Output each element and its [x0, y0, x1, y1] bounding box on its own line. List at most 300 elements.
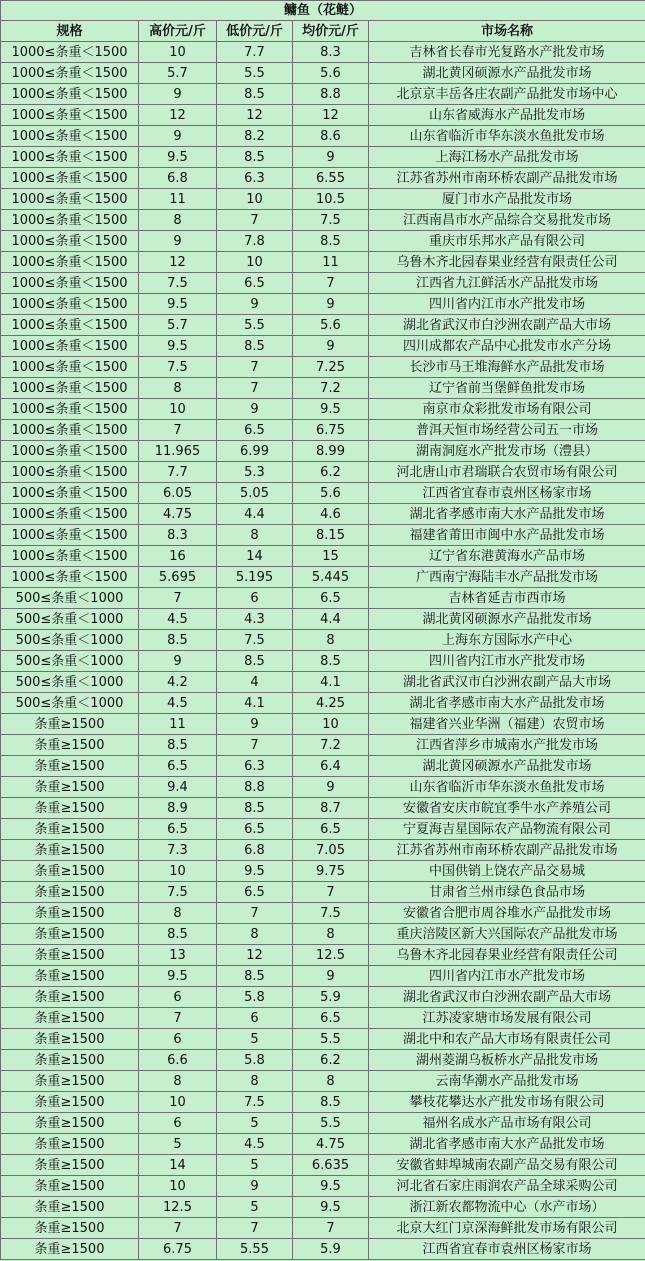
cell-spec: 500≤条重＜1000 [1, 693, 139, 714]
cell-high-price: 9.4 [139, 777, 217, 798]
table-row [1, 231, 645, 252]
table-row [1, 672, 645, 693]
header-market-name: 市场名称 [369, 21, 645, 42]
cell-avg-price: 7.2 [293, 735, 369, 756]
cell-spec: 条重≥1500 [1, 1134, 139, 1155]
cell-avg-price: 4.6 [293, 504, 369, 525]
cell-spec: 1000≤条重＜1500 [1, 315, 139, 336]
cell-avg-price: 9 [293, 336, 369, 357]
cell-market-name: 湖北黄冈硕源水产品批发市场 [369, 63, 645, 84]
table-row [1, 1050, 645, 1071]
cell-avg-price: 9.5 [293, 1176, 369, 1197]
cell-market-name: 北京京丰岳各庄农副产品批发市场中心 [369, 84, 645, 105]
cell-avg-price: 8.8 [293, 84, 369, 105]
cell-high-price: 9 [139, 84, 217, 105]
cell-low-price: 8.8 [217, 777, 293, 798]
cell-avg-price: 7.2 [293, 378, 369, 399]
table-row [1, 168, 645, 189]
cell-high-price: 6.05 [139, 483, 217, 504]
cell-spec: 1000≤条重＜1500 [1, 441, 139, 462]
cell-market-name: 重庆市乐邦水产品有限公司 [369, 231, 645, 252]
cell-avg-price: 8.6 [293, 126, 369, 147]
cell-high-price: 7.5 [139, 882, 217, 903]
cell-spec: 1000≤条重＜1500 [1, 357, 139, 378]
cell-spec: 条重≥1500 [1, 1218, 139, 1239]
cell-avg-price: 7.5 [293, 210, 369, 231]
cell-low-price: 12 [217, 105, 293, 126]
table-row [1, 693, 645, 714]
cell-avg-price: 4.75 [293, 1134, 369, 1155]
table-row [1, 294, 645, 315]
table-row [1, 147, 645, 168]
cell-market-name: 安徽省蚌埠城南农副产品交易有限公司 [369, 1155, 645, 1176]
cell-low-price: 14 [217, 546, 293, 567]
table-row [1, 126, 645, 147]
cell-market-name: 上海江杨水产品批发市场 [369, 147, 645, 168]
table-row [1, 882, 645, 903]
cell-spec: 1000≤条重＜1500 [1, 273, 139, 294]
cell-avg-price: 9 [293, 294, 369, 315]
cell-low-price: 6.3 [217, 168, 293, 189]
cell-market-name: 甘肃省兰州市绿色食品市场 [369, 882, 645, 903]
cell-market-name: 吉林省长春市光复路水产批发市场 [369, 42, 645, 63]
cell-high-price: 16 [139, 546, 217, 567]
cell-low-price: 5.195 [217, 567, 293, 588]
cell-low-price: 10 [217, 189, 293, 210]
cell-high-price: 6.5 [139, 819, 217, 840]
table-row [1, 903, 645, 924]
cell-avg-price: 7 [293, 273, 369, 294]
cell-low-price: 4 [217, 672, 293, 693]
cell-spec: 500≤条重＜1000 [1, 588, 139, 609]
cell-avg-price: 4.4 [293, 609, 369, 630]
cell-high-price: 7 [139, 420, 217, 441]
cell-high-price: 6.6 [139, 1050, 217, 1071]
cell-market-name: 湖北省武汉市白沙洲农副产品大市场 [369, 987, 645, 1008]
cell-market-name: 四川省内江市水产批发市场 [369, 651, 645, 672]
cell-avg-price: 10.5 [293, 189, 369, 210]
cell-low-price: 5.55 [217, 1239, 293, 1260]
cell-avg-price: 6.2 [293, 1050, 369, 1071]
cell-avg-price: 5.5 [293, 1113, 369, 1134]
cell-spec: 1000≤条重＜1500 [1, 294, 139, 315]
cell-high-price: 8 [139, 1071, 217, 1092]
table-row [1, 1029, 645, 1050]
table-row [1, 504, 645, 525]
cell-low-price: 9 [217, 294, 293, 315]
cell-low-price: 5.8 [217, 1050, 293, 1071]
cell-market-name: 湖北省武汉市白沙洲农副产品大市场 [369, 672, 645, 693]
cell-avg-price: 5.6 [293, 63, 369, 84]
cell-market-name: 宁夏海吉星国际农产品物流有限公司 [369, 819, 645, 840]
cell-market-name: 辽宁省东港黄海水产品市场 [369, 546, 645, 567]
cell-market-name: 江西省九江鲜活水产品批发市场 [369, 273, 645, 294]
cell-avg-price: 12 [293, 105, 369, 126]
cell-market-name: 湖北黄冈硕源水产品批发市场 [369, 756, 645, 777]
cell-high-price: 9 [139, 231, 217, 252]
cell-low-price: 6.5 [217, 819, 293, 840]
table-row [1, 588, 645, 609]
cell-high-price: 13 [139, 945, 217, 966]
cell-spec: 1000≤条重＜1500 [1, 126, 139, 147]
cell-market-name: 吉林省延吉市西市场 [369, 588, 645, 609]
cell-spec: 1000≤条重＜1500 [1, 336, 139, 357]
cell-market-name: 湖北黄冈硕源水产品批发市场 [369, 609, 645, 630]
table-row [1, 630, 645, 651]
table-row [1, 483, 645, 504]
cell-spec: 条重≥1500 [1, 840, 139, 861]
cell-market-name: 山东省临沂市华东淡水鱼批发市场 [369, 777, 645, 798]
cell-spec: 条重≥1500 [1, 924, 139, 945]
cell-spec: 条重≥1500 [1, 945, 139, 966]
cell-avg-price: 8.15 [293, 525, 369, 546]
cell-market-name: 河北省石家庄雨润农产品全球采购公司 [369, 1176, 645, 1197]
cell-market-name: 湖北省孝感市南大水产品批发市场 [369, 504, 645, 525]
cell-low-price: 8 [217, 1071, 293, 1092]
cell-high-price: 6 [139, 987, 217, 1008]
cell-high-price: 4.75 [139, 504, 217, 525]
table-row [1, 189, 645, 210]
table-row [1, 714, 645, 735]
cell-high-price: 14 [139, 1155, 217, 1176]
cell-low-price: 7 [217, 903, 293, 924]
table-row [1, 1113, 645, 1134]
cell-low-price: 7.5 [217, 630, 293, 651]
cell-market-name: 浙江新农都物流中心（水产市场） [369, 1197, 645, 1218]
cell-spec: 条重≥1500 [1, 1008, 139, 1029]
cell-market-name: 四川省内江市水产批发市场 [369, 294, 645, 315]
cell-spec: 条重≥1500 [1, 861, 139, 882]
cell-high-price: 7.5 [139, 357, 217, 378]
cell-high-price: 8.9 [139, 798, 217, 819]
cell-avg-price: 9 [293, 147, 369, 168]
cell-spec: 1000≤条重＜1500 [1, 462, 139, 483]
cell-high-price: 8 [139, 903, 217, 924]
cell-spec: 条重≥1500 [1, 1113, 139, 1134]
cell-high-price: 11.965 [139, 441, 217, 462]
cell-spec: 1000≤条重＜1500 [1, 231, 139, 252]
cell-avg-price: 12.5 [293, 945, 369, 966]
header-spec: 规格 [1, 21, 139, 42]
cell-high-price: 10 [139, 1092, 217, 1113]
cell-avg-price: 8 [293, 1071, 369, 1092]
cell-avg-price: 7.25 [293, 357, 369, 378]
cell-avg-price: 6.5 [293, 588, 369, 609]
cell-low-price: 9.5 [217, 861, 293, 882]
cell-high-price: 10 [139, 42, 217, 63]
table-row [1, 651, 645, 672]
cell-high-price: 9 [139, 126, 217, 147]
cell-spec: 1000≤条重＜1500 [1, 399, 139, 420]
cell-high-price: 8 [139, 378, 217, 399]
table-row [1, 987, 645, 1008]
cell-low-price: 6.5 [217, 420, 293, 441]
table-row [1, 819, 645, 840]
cell-low-price: 6.5 [217, 882, 293, 903]
cell-low-price: 8.5 [217, 966, 293, 987]
table-row [1, 567, 645, 588]
cell-spec: 1000≤条重＜1500 [1, 567, 139, 588]
cell-high-price: 9.5 [139, 336, 217, 357]
cell-avg-price: 5.6 [293, 483, 369, 504]
cell-low-price: 7 [217, 735, 293, 756]
cell-market-name: 长沙市马王堆海鲜水产品批发市场 [369, 357, 645, 378]
cell-low-price: 5 [217, 1197, 293, 1218]
cell-market-name: 湖北中和农产品大市场有限责任公司 [369, 1029, 645, 1050]
cell-spec: 条重≥1500 [1, 987, 139, 1008]
cell-high-price: 5 [139, 1134, 217, 1155]
cell-spec: 1000≤条重＜1500 [1, 504, 139, 525]
table-row [1, 420, 645, 441]
cell-avg-price: 8.7 [293, 798, 369, 819]
table-row [1, 735, 645, 756]
cell-avg-price: 8.99 [293, 441, 369, 462]
table-row [1, 1008, 645, 1029]
table-row [1, 1218, 645, 1239]
cell-avg-price: 5.9 [293, 1239, 369, 1260]
cell-low-price: 6.99 [217, 441, 293, 462]
cell-market-name: 福建省莆田市闽中水产品批发市场 [369, 525, 645, 546]
cell-high-price: 10 [139, 861, 217, 882]
cell-spec: 条重≥1500 [1, 735, 139, 756]
table-row [1, 798, 645, 819]
cell-high-price: 7.5 [139, 273, 217, 294]
cell-spec: 条重≥1500 [1, 1029, 139, 1050]
cell-spec: 条重≥1500 [1, 966, 139, 987]
table-row [1, 1071, 645, 1092]
cell-high-price: 9.5 [139, 147, 217, 168]
cell-spec: 500≤条重＜1000 [1, 651, 139, 672]
cell-market-name: 四川成都农产品中心批发市水产分场 [369, 336, 645, 357]
cell-low-price: 5.3 [217, 462, 293, 483]
cell-market-name: 湖北省孝感市南大水产品批发市场 [369, 693, 645, 714]
cell-low-price: 8.2 [217, 126, 293, 147]
table-row [1, 273, 645, 294]
cell-low-price: 6.3 [217, 756, 293, 777]
cell-low-price: 5.8 [217, 987, 293, 1008]
cell-spec: 1000≤条重＜1500 [1, 189, 139, 210]
table-row [1, 462, 645, 483]
cell-low-price: 7.7 [217, 42, 293, 63]
cell-spec: 500≤条重＜1000 [1, 672, 139, 693]
table-row [1, 210, 645, 231]
cell-low-price: 8.5 [217, 84, 293, 105]
cell-avg-price: 5.445 [293, 567, 369, 588]
cell-high-price: 10 [139, 399, 217, 420]
table-title: 鳙鱼（花鲢） [1, 1, 645, 21]
cell-market-name: 江西省宜春市袁州区杨家市场 [369, 483, 645, 504]
cell-market-name: 江西省萍乡市城南水产批发市场 [369, 735, 645, 756]
table-row [1, 546, 645, 567]
cell-market-name: 重庆涪陵区新大兴国际农产品批发市场 [369, 924, 645, 945]
cell-avg-price: 6.5 [293, 819, 369, 840]
cell-avg-price: 5.9 [293, 987, 369, 1008]
cell-avg-price: 8.5 [293, 1092, 369, 1113]
cell-high-price: 5.7 [139, 63, 217, 84]
cell-spec: 条重≥1500 [1, 777, 139, 798]
cell-low-price: 6 [217, 588, 293, 609]
cell-avg-price: 7.5 [293, 903, 369, 924]
table-row [1, 861, 645, 882]
cell-spec: 500≤条重＜1000 [1, 630, 139, 651]
cell-low-price: 4.1 [217, 693, 293, 714]
cell-avg-price: 9 [293, 777, 369, 798]
cell-spec: 1000≤条重＜1500 [1, 252, 139, 273]
cell-low-price: 5 [217, 1155, 293, 1176]
cell-low-price: 8 [217, 924, 293, 945]
cell-avg-price: 5.6 [293, 315, 369, 336]
cell-avg-price: 9.5 [293, 1197, 369, 1218]
cell-low-price: 8.5 [217, 336, 293, 357]
table-row [1, 756, 645, 777]
cell-avg-price: 11 [293, 252, 369, 273]
cell-market-name: 中国供销上饶农产品交易城 [369, 861, 645, 882]
cell-market-name: 四川省内江市水产批发市场 [369, 966, 645, 987]
table-row [1, 525, 645, 546]
cell-spec: 1000≤条重＜1500 [1, 546, 139, 567]
table-row [1, 1155, 645, 1176]
table-row [1, 1197, 645, 1218]
cell-low-price: 6.5 [217, 273, 293, 294]
cell-low-price: 6 [217, 1008, 293, 1029]
cell-spec: 条重≥1500 [1, 1050, 139, 1071]
cell-market-name: 江苏省苏州市南环桥农副产品批发市场 [369, 168, 645, 189]
cell-market-name: 南京市众彩批发市场有限公司 [369, 399, 645, 420]
cell-low-price: 4.5 [217, 1134, 293, 1155]
cell-low-price: 9 [217, 1176, 293, 1197]
table-row [1, 105, 645, 126]
cell-market-name: 山东省临沂市华东淡水鱼批发市场 [369, 126, 645, 147]
cell-low-price: 10 [217, 252, 293, 273]
cell-low-price: 8 [217, 525, 293, 546]
table-row [1, 777, 645, 798]
cell-market-name: 湖北省武汉市白沙洲农副产品大市场 [369, 315, 645, 336]
cell-high-price: 9 [139, 651, 217, 672]
cell-market-name: 安徽省合肥市周谷堆水产品批发市场 [369, 903, 645, 924]
header-avg-price: 均价元/斤 [293, 21, 369, 42]
cell-low-price: 8.5 [217, 651, 293, 672]
cell-spec: 条重≥1500 [1, 819, 139, 840]
cell-spec: 1000≤条重＜1500 [1, 63, 139, 84]
cell-high-price: 10 [139, 1176, 217, 1197]
table-row [1, 1176, 645, 1197]
cell-low-price: 7 [217, 210, 293, 231]
cell-spec: 条重≥1500 [1, 1197, 139, 1218]
cell-avg-price: 4.25 [293, 693, 369, 714]
cell-spec: 条重≥1500 [1, 882, 139, 903]
cell-spec: 条重≥1500 [1, 1071, 139, 1092]
cell-avg-price: 6.635 [293, 1155, 369, 1176]
cell-high-price: 7.3 [139, 840, 217, 861]
cell-avg-price: 10 [293, 714, 369, 735]
cell-avg-price: 8.3 [293, 42, 369, 63]
cell-low-price: 5.05 [217, 483, 293, 504]
cell-high-price: 5.7 [139, 315, 217, 336]
cell-low-price: 4.3 [217, 609, 293, 630]
cell-spec: 条重≥1500 [1, 903, 139, 924]
cell-market-name: 普洱天恒市场经营公司五一市场 [369, 420, 645, 441]
cell-high-price: 12.5 [139, 1197, 217, 1218]
cell-low-price: 7 [217, 378, 293, 399]
cell-high-price: 7 [139, 588, 217, 609]
cell-low-price: 9 [217, 399, 293, 420]
cell-avg-price: 7 [293, 882, 369, 903]
cell-avg-price: 6.55 [293, 168, 369, 189]
cell-spec: 条重≥1500 [1, 1092, 139, 1113]
table-row [1, 84, 645, 105]
cell-avg-price: 9.75 [293, 861, 369, 882]
cell-low-price: 5 [217, 1029, 293, 1050]
table-row [1, 609, 645, 630]
cell-market-name: 江西省宜春市袁州区杨家市场 [369, 1239, 645, 1260]
cell-spec: 1000≤条重＜1500 [1, 105, 139, 126]
table-row [1, 315, 645, 336]
cell-spec: 1000≤条重＜1500 [1, 378, 139, 399]
cell-market-name: 湖州菱湖乌板桥水产品批发市场 [369, 1050, 645, 1071]
cell-avg-price: 7 [293, 1218, 369, 1239]
cell-low-price: 8.5 [217, 147, 293, 168]
table-row [1, 252, 645, 273]
cell-spec: 条重≥1500 [1, 756, 139, 777]
cell-low-price: 8.5 [217, 798, 293, 819]
cell-high-price: 12 [139, 105, 217, 126]
cell-high-price: 9.5 [139, 294, 217, 315]
cell-market-name: 江西南昌市水产品综合交易批发市场 [369, 210, 645, 231]
cell-avg-price: 4.1 [293, 672, 369, 693]
table-row [1, 63, 645, 84]
cell-spec: 1000≤条重＜1500 [1, 525, 139, 546]
cell-market-name: 广西南宁海陆丰水产品批发市场 [369, 567, 645, 588]
cell-high-price: 9.5 [139, 966, 217, 987]
cell-spec: 1000≤条重＜1500 [1, 420, 139, 441]
cell-high-price: 7.7 [139, 462, 217, 483]
cell-market-name: 乌鲁木齐北园春果业经营有限责任公司 [369, 945, 645, 966]
header-high-price: 高价元/斤 [139, 21, 217, 42]
cell-avg-price: 6.4 [293, 756, 369, 777]
cell-spec: 1000≤条重＜1500 [1, 483, 139, 504]
header-row [1, 21, 645, 42]
cell-avg-price: 6.75 [293, 420, 369, 441]
cell-high-price: 11 [139, 189, 217, 210]
cell-market-name: 安徽省安庆市皖宜季牛水产养殖公司 [369, 798, 645, 819]
cell-high-price: 5.695 [139, 567, 217, 588]
cell-market-name: 福州名成水产品市场有限公司 [369, 1113, 645, 1134]
cell-spec: 1000≤条重＜1500 [1, 210, 139, 231]
table-row [1, 1134, 645, 1155]
cell-avg-price: 9.5 [293, 399, 369, 420]
cell-high-price: 6.75 [139, 1239, 217, 1260]
cell-market-name: 云南华潮水产品批发市场 [369, 1071, 645, 1092]
cell-high-price: 6 [139, 1113, 217, 1134]
header-low-price: 低价元/斤 [217, 21, 293, 42]
cell-spec: 1000≤条重＜1500 [1, 84, 139, 105]
cell-spec: 1000≤条重＜1500 [1, 168, 139, 189]
table-row [1, 378, 645, 399]
table-row [1, 840, 645, 861]
table-row [1, 357, 645, 378]
cell-avg-price: 8 [293, 924, 369, 945]
cell-avg-price: 9 [293, 966, 369, 987]
cell-spec: 500≤条重＜1000 [1, 609, 139, 630]
cell-avg-price: 5.5 [293, 1029, 369, 1050]
cell-high-price: 7 [139, 1218, 217, 1239]
cell-low-price: 7.8 [217, 231, 293, 252]
cell-high-price: 8.5 [139, 735, 217, 756]
table-row [1, 336, 645, 357]
cell-avg-price: 6.2 [293, 462, 369, 483]
cell-avg-price: 6.5 [293, 1008, 369, 1029]
cell-market-name: 厦门市水产品批发市场 [369, 189, 645, 210]
